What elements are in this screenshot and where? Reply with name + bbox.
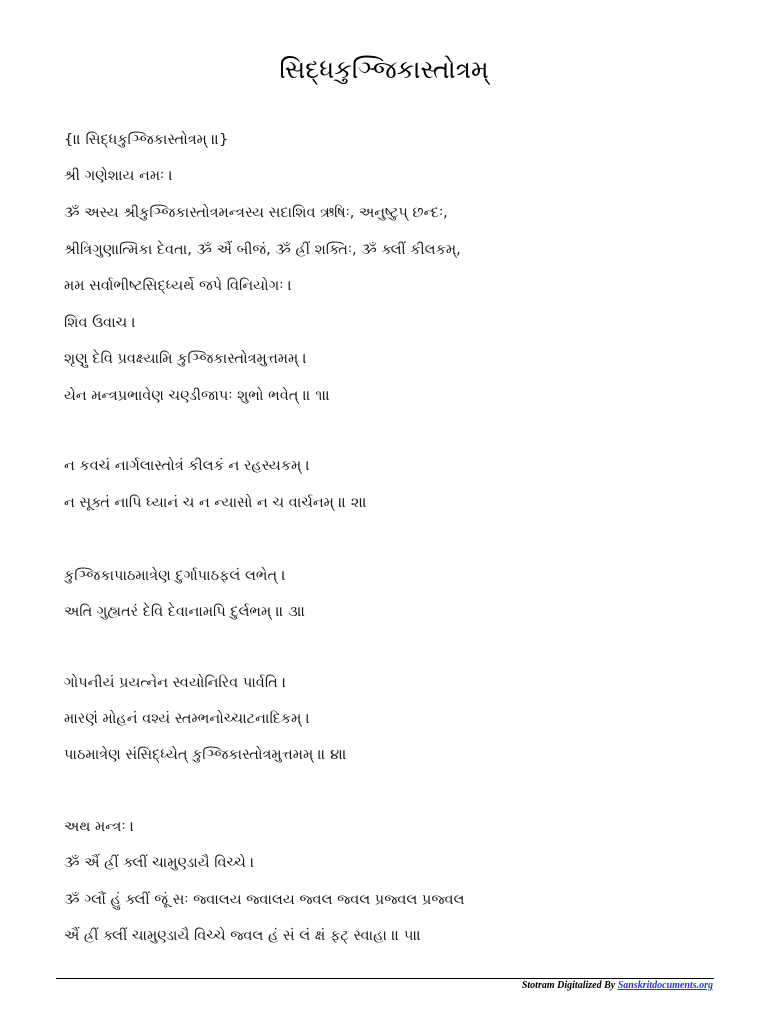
text-line: શ્રી ગણેશાય નમઃ ।	[64, 168, 173, 184]
text-line: ઐં હ્રીં ક્લીં ચામુણ્ડાયૈ વિચ્ચે જ્વલ હં સં લં ક્ષં ફટ્ સ્વાહા ॥ ૫॥	[64, 928, 422, 944]
text-line: ન સૂક્તં નાપિ ધ્યાનં ચ ન ન્યાસો ન ચ વાર્ચનમ્ ॥ ૨॥	[64, 495, 367, 511]
text-line: ૐ અસ્ય શ્રીકુઞ્જિકાસ્તોત્રમન્ત્રસ્ય સદાશિવ ઋષિઃ, અનુષ્ટુપ્ છન્દઃ,	[64, 205, 448, 221]
text-line: શ્રીત્રિગુણાત્મિકા દેવતા, ૐ ઐં બીજં, ૐ હ્રીં શક્તિઃ, ૐ ક્લીં કીલકમ્,	[64, 242, 461, 258]
text-line: પાઠમાત્રેણ સંસિદ્ધ્યેત્ કુઞ્જિકાસ્તોત્રમુત્તમમ્ ॥ ૪॥	[64, 747, 347, 763]
text-line: શૃણુ દેવિ પ્રવક્ષ્યામિ કુઞ્જિકાસ્તોત્રમુત્તમમ્ ।	[64, 351, 307, 367]
text-line: અતિ ગુહ્યતરં દેવિ દેવાનામપિ દુર્લભમ્ ॥ ૩॥	[64, 604, 306, 620]
text-line: ન કવચં નાર્ગલાસ્તોત્રં કીલકં ન રહસ્યકમ્ ।	[64, 458, 310, 474]
text-line: મારણં મોહનં વશ્યં સ્તમ્ભનોચ્ચાટનાદિકમ્ ।	[64, 711, 310, 727]
text-line: મમ સર્વાભીષ્ટસિદ્ધ્યર્થે જપે વિનિયોગઃ ।	[64, 278, 292, 294]
text-line: {॥ સિદ્ધકુઞ્જિકાસ્તોત્રમ્ ॥}	[64, 132, 229, 148]
text-line: ૐ ઐં હ્રીં ક્લીં ચામુણ્ડાયૈ વિચ્ચે ।	[64, 855, 255, 871]
text-line: ગોપનીયં પ્રયત્નેન સ્વયોનિરિવ પાર્વતિ ।	[64, 675, 287, 691]
page-title: સિદ્ધકુઞ્જિકાસ્તોત્રમ્	[279, 55, 489, 84]
text-line: યેન મન્ત્રપ્રભાવેણ ચણ્ડીજાપઃ શુભો ભવેત્ ॥ ૧॥	[64, 388, 331, 404]
text-line: ૐ ગ્લૌં હું ક્લીં જૂં સઃ જ્વાલય જ્વાલય જ્વલ જ્વલ પ્રજ્વલ પ્રજ્વલ	[64, 892, 465, 908]
text-line: શિવ ઉવાચ ।	[64, 315, 136, 331]
footer-link[interactable]: Sanskritdocuments.org	[617, 980, 713, 991]
footer-prefix: Stotram Digitalized By	[521, 980, 618, 991]
footer-divider	[56, 978, 714, 979]
footer-credit	[522, 980, 713, 991]
text-line: કુઞ્જિકાપાઠમાત્રેણ દુર્ગાપાઠફલં લભેત્ ।	[64, 568, 286, 584]
text-line: અથ મન્ત્રઃ ।	[64, 819, 135, 835]
